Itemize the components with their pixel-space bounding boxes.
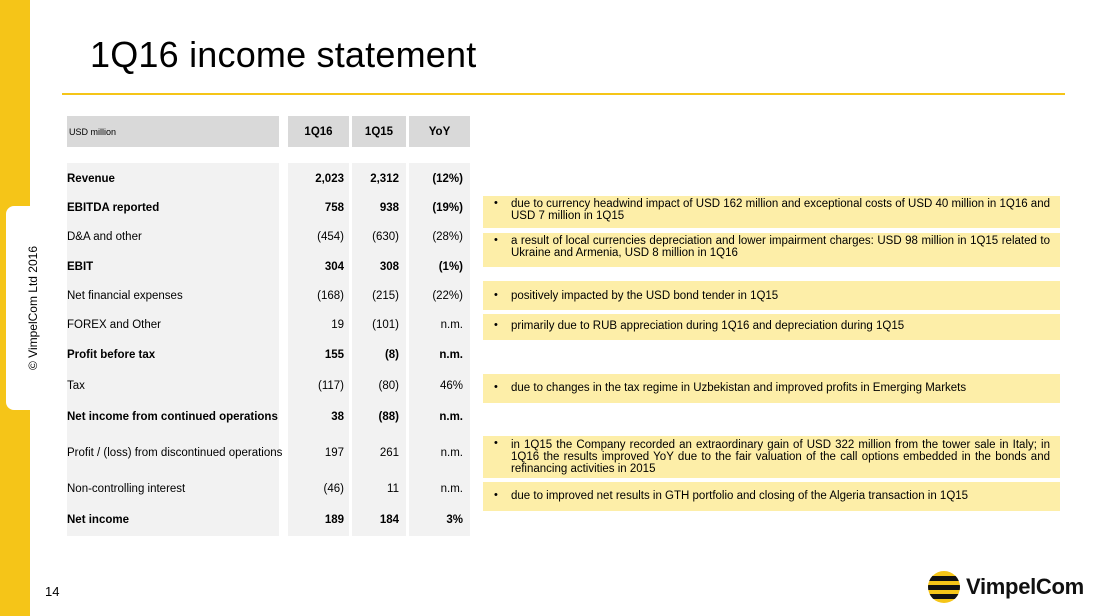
row-label: Net income [67, 514, 129, 526]
value-yoy: (22%) [432, 290, 463, 302]
bullet-icon: • [494, 381, 498, 393]
table-row [67, 347, 470, 363]
bullet-icon: • [494, 289, 498, 301]
table-row [67, 229, 470, 245]
value-1q16: 758 [324, 202, 344, 214]
value-yoy: 46% [439, 380, 463, 392]
value-1q15: (8) [384, 349, 399, 361]
table-row [67, 409, 470, 425]
bullet-icon: • [494, 234, 498, 246]
row-label: Non-controlling interest [67, 483, 186, 495]
value-1q16: 197 [324, 447, 344, 459]
note-discontinued-operations [483, 436, 1060, 478]
note-text: due to changes in the tax regime in Uzbekistan and improved profits in Emerging Markets [511, 382, 967, 394]
note-financial-expenses [483, 281, 1060, 310]
row-label: FOREX and Other [67, 319, 161, 331]
page-title: 1Q16 income statement [90, 34, 477, 75]
value-yoy: n.m. [440, 447, 463, 459]
note-text: due to improved net results in GTH portfolio and closing of the Algeria transaction in 1Q15 [511, 490, 969, 502]
note-forex [483, 314, 1060, 340]
copyright-text: © VimpelCom Ltd 2016 [26, 245, 40, 371]
note-non-controlling-interest [483, 482, 1060, 511]
value-yoy: n.m. [439, 411, 463, 423]
value-1q15: (88) [378, 411, 399, 423]
column-header-1q16: 1Q16 [288, 116, 349, 147]
table-row [67, 171, 470, 187]
value-1q15: (80) [378, 380, 399, 392]
value-1q15: 2,312 [370, 173, 399, 185]
table-row [67, 481, 470, 497]
value-1q16: 155 [324, 349, 344, 361]
value-1q16: 19 [331, 319, 344, 331]
value-1q16: (46) [323, 483, 344, 495]
logo-mark-icon [928, 571, 960, 603]
value-yoy: (28%) [432, 231, 463, 243]
value-yoy: 3% [446, 514, 463, 526]
value-1q16: 189 [324, 514, 344, 526]
column-header-1q15: 1Q15 [352, 116, 406, 147]
bullet-icon: • [494, 319, 498, 331]
row-label: Revenue [67, 173, 115, 185]
row-label: EBITDA reported [67, 202, 160, 214]
note-text: primarily due to RUB appreciation during 1Q16 and depreciation during 1Q15 [511, 320, 905, 332]
value-yoy: (1%) [438, 261, 463, 273]
value-1q15: 11 [387, 483, 399, 495]
value-yoy: n.m. [440, 483, 463, 495]
value-1q16: 2,023 [315, 173, 344, 185]
note-da [483, 233, 1060, 267]
column-header-yoy: YoY [409, 116, 470, 147]
note-text: due to currency headwind impact of USD 162 million and exceptional costs of USD 40 million in 1Q16 and USD 7 million in 1Q15 [511, 198, 1050, 222]
value-1q15: 308 [379, 261, 399, 273]
table-row [67, 512, 470, 528]
value-1q15: (101) [372, 319, 399, 331]
value-1q15: 938 [379, 202, 399, 214]
row-label: Tax [67, 380, 85, 392]
note-text: positively impacted by the USD bond tender in 1Q15 [511, 290, 779, 302]
note-tax [483, 374, 1060, 403]
table-row [67, 259, 470, 275]
value-yoy: n.m. [439, 349, 463, 361]
table-row [67, 288, 470, 304]
page-number: 14 [45, 584, 60, 599]
row-label: Net financial expenses [67, 290, 183, 302]
note-text: a result of local currencies depreciation and lower impairment charges: USD 98 million in 1Q15 related to Ukraine and Armenia, USD 8 million in 1Q16 [511, 235, 1050, 259]
units-header: USD million [67, 116, 279, 147]
note-ebitda [483, 196, 1060, 228]
value-1q16: 38 [331, 411, 344, 423]
table-row [67, 445, 470, 461]
value-1q15: (630) [372, 231, 399, 243]
row-label: Profit / (loss) from discontinued operations [67, 447, 283, 459]
value-1q16: (454) [317, 231, 344, 243]
value-1q15: 261 [379, 447, 399, 459]
value-1q16: (168) [317, 290, 344, 302]
value-yoy: (19%) [432, 202, 463, 214]
value-yoy: (12%) [432, 173, 463, 185]
value-yoy: n.m. [440, 319, 463, 331]
table-row [67, 378, 470, 394]
bullet-icon: • [494, 437, 498, 449]
row-label: EBIT [67, 261, 94, 273]
title-divider [62, 93, 1065, 95]
table-row [67, 317, 470, 333]
table-row [67, 200, 470, 216]
logo-text: VimpelCom [966, 574, 1084, 599]
value-1q16: 304 [324, 261, 344, 273]
bullet-icon: • [494, 197, 498, 209]
row-label: D&A and other [67, 231, 142, 243]
row-label: Profit before tax [67, 349, 156, 361]
row-label: Net income from continued operations [67, 411, 278, 423]
note-text: in 1Q15 the Company recorded an extraordinary gain of USD 322 million from the tower sale in Italy; in 1Q16 the results improved YoY due to the fair valuation of the call options embedded in the bonds and refinancing activities in 2015 [511, 439, 1050, 475]
value-1q16: (117) [318, 380, 344, 392]
value-1q15: 184 [379, 514, 399, 526]
bullet-icon: • [494, 489, 498, 501]
vimpelcom-logo [928, 569, 1084, 605]
value-1q15: (215) [372, 290, 399, 302]
